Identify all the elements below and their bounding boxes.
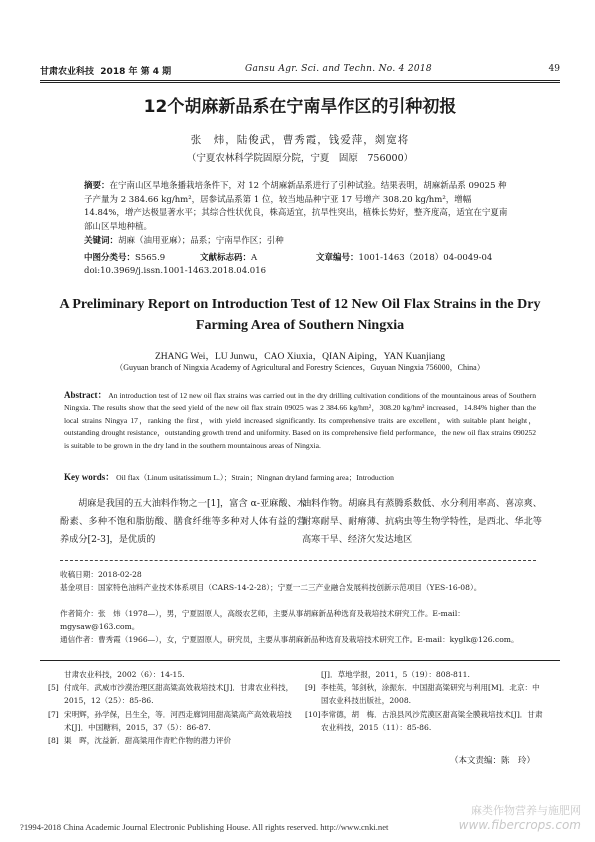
reference-number: [9] xyxy=(305,683,316,693)
site-watermark: 麻类作物营养与施肥网 www.fibercrops.com xyxy=(458,804,581,832)
reference-item xyxy=(48,681,298,707)
abstract-cn xyxy=(84,180,514,234)
journal-name-cn: 甘肃农业科技 2018 年 第 4 期 xyxy=(40,67,172,77)
reference-item xyxy=(305,668,545,681)
reference-text: 宋明辉，孙学保，吕生全，等．河西走廊饲用甜高粱高产高效栽培技术[J]．中国糖料，2015，37（5）：86-87. xyxy=(64,709,292,732)
keywords-cn xyxy=(84,235,514,249)
keywords-en-text: Oil flax（Linum usitatissimum L.）；Strain；Ningnan dryland farming area；Introduction xyxy=(116,473,394,482)
footnote-rule xyxy=(60,560,536,561)
reference-text: 渠 晖，沈益新．甜高粱用作青贮作物的潜力评价 xyxy=(64,736,232,746)
reference-item xyxy=(48,668,298,681)
keywords-en-label: Key words： xyxy=(64,472,115,482)
copyright-footer: ?1994-2018 China Academic Journal Electronic Publishing House. All rights reserved. http://www.cnki.net xyxy=(20,822,389,832)
header-rule xyxy=(40,80,560,81)
reference-text: 李常德，胡 梅．古浪县风沙荒漠区甜高粱全膜栽培技术[J]．甘肃农业科技，2015（11）：85-86. xyxy=(321,709,543,732)
keywords-cn-text: 胡麻（油用亚麻）；品系；宁南旱作区；引种 xyxy=(118,236,284,246)
reference-text: [J]．草地学报，2011，5（19）：808-811. xyxy=(321,670,470,679)
authors-en: ZHANG Wei，LU Junwu，CAO Xiuxia，QIAN Aiping，YAN Kuanjiang xyxy=(154,352,446,362)
reference-number: [10] xyxy=(305,709,321,719)
authors-cn: 张 炜，陆俊武，曹秀霞，钱爱萍，剡宽将 xyxy=(190,134,410,146)
body-column-right: 油料作物。胡麻具有蒸腾系数低、水分利用率高、喜凉爽、耐寒耐旱、耐瘠薄、抗病虫等生物学特性，是西北、华北等高寒干旱、经济欠发达地区 xyxy=(302,498,542,545)
section-rule xyxy=(40,660,560,661)
footnote-author: 作者简介：张 炜（1978—），男，宁夏固原人，高级农艺师，主要从事胡麻新品种选育及栽培技术研究工作。E-mail：mgysaw@163.com。 xyxy=(60,609,465,631)
journal-name-en: Gansu Agr. Sci. and Techn. No. 4 2018 xyxy=(245,64,432,74)
reference-item xyxy=(305,708,545,734)
affiliation-en: （Guyuan branch of Ningxia Academy of Agricultural and Forestry Sciences，Guyuan Ningxia 756000，China） xyxy=(115,363,485,372)
reference-number: [5] xyxy=(48,683,59,693)
keywords-en xyxy=(64,470,536,483)
footnote-fund: 基金项目：国家特色油料产业技术体系项目（CARS-14-2-28）；宁夏一二三产业融合发展科技创新示范项目（YES-16-08）。 xyxy=(60,583,482,592)
references-left xyxy=(48,668,298,747)
reference-text: 李桂英，邹剑秋，涂振东．中国甜高粱研究与利用[M]．北京：中国农业科技出版社，2008. xyxy=(321,683,540,706)
abstract-en-text: An introduction test of 12 new oil flax strains was carried out in the dry drilling cultivation conditions of the mountainous areas of Southern Ningxia. The results show that the seed yield of the new oil flax strain 09025 was 2 384.66 kg/hm²，308.20 kg/hm² increased，14.84% higher than the local strains Ningya 17，ranking the first，with yield increased significantly. Its comprehensive traits are excellent，with suitable plant height，outstanding drought resistance，outstanding growth trend and uniformity. Based on its comprehensive field performance，the new oil flax strains 090252 is suitable to be grown in the dry land in the southern mountainous areas of Ningxia. xyxy=(64,391,536,450)
reference-number: [8] xyxy=(48,736,59,746)
article-number: 文章编号：1001-1463（2018）04-0049-04 xyxy=(316,253,493,263)
paper-title-en: A Preliminary Report on Introduction Test of 12 New Oil Flax Strains in the Dry Farming Area of Southern Ningxia xyxy=(59,297,541,333)
reference-text: 付成年．武威市沙漠治理区甜高粱高效栽培技术[J]．甘肃农业科技，2015，12（25）：85-86. xyxy=(64,683,294,706)
keywords-cn-label: 关键词： xyxy=(84,236,119,246)
reference-item xyxy=(48,708,298,734)
reference-text: 甘肃农业科技，2002（6）：14-15. xyxy=(64,670,185,679)
reference-number: [7] xyxy=(48,709,59,719)
footnote-received: 收稿日期：2018-02-28 xyxy=(60,570,142,579)
abstract-cn-label: 摘要： xyxy=(84,181,110,191)
clc-number: 中图分类号：S565.9 xyxy=(84,253,166,263)
header-rule-2 xyxy=(40,82,560,83)
doi: doi:10.3969/j.issn.1001-1463.2018.04.016 xyxy=(84,266,267,276)
reference-item xyxy=(305,681,545,707)
editor-note: （本文责编：陈 玲） xyxy=(449,756,535,766)
abstract-en-label: Abstract： xyxy=(64,390,107,400)
document-code: 文献标志码：A xyxy=(200,253,258,263)
body-column-left: 胡麻是我国的五大油料作物之一[1]，富含 α-亚麻酸、木酚素、多种不饱和脂肪酸、膳食纤维等多种对人体有益的营养成分[2-3]，是优质的 xyxy=(60,498,306,545)
abstract-cn-text: 在宁南山区旱地条播栽培条件下，对 12 个胡麻新品系进行了引种试验。结果表明，胡麻新品系 09025 种子产量为 2 384.66 kg/hm²，居参试品系第 1 位，较当地品种宁亚 17 号增产 308.20 kg/hm²，增幅 14.84%，增产达极显著水平；其综合性状优良，株高适宜，抗旱性突出，植株长势好，整齐度高，适宜在宁夏南部山区旱地种植。 xyxy=(84,181,508,232)
reference-item xyxy=(48,734,298,747)
paper-title-cn: 12个胡麻新品系在宁南旱作区的引种初报 xyxy=(143,97,457,117)
references-right xyxy=(305,668,545,734)
abstract-en xyxy=(64,389,536,452)
affiliation-cn: （宁夏农林科学院固原分院，宁夏 固原 756000） xyxy=(186,153,414,164)
footnote-corresponding: 通信作者：曹秀霞（1966—），女，宁夏固原人，研究员，主要从事胡麻新品种选育及栽培技术研究工作。E-mail：kyglk@126.com。 xyxy=(60,635,519,644)
page-number: 49 xyxy=(548,64,560,74)
